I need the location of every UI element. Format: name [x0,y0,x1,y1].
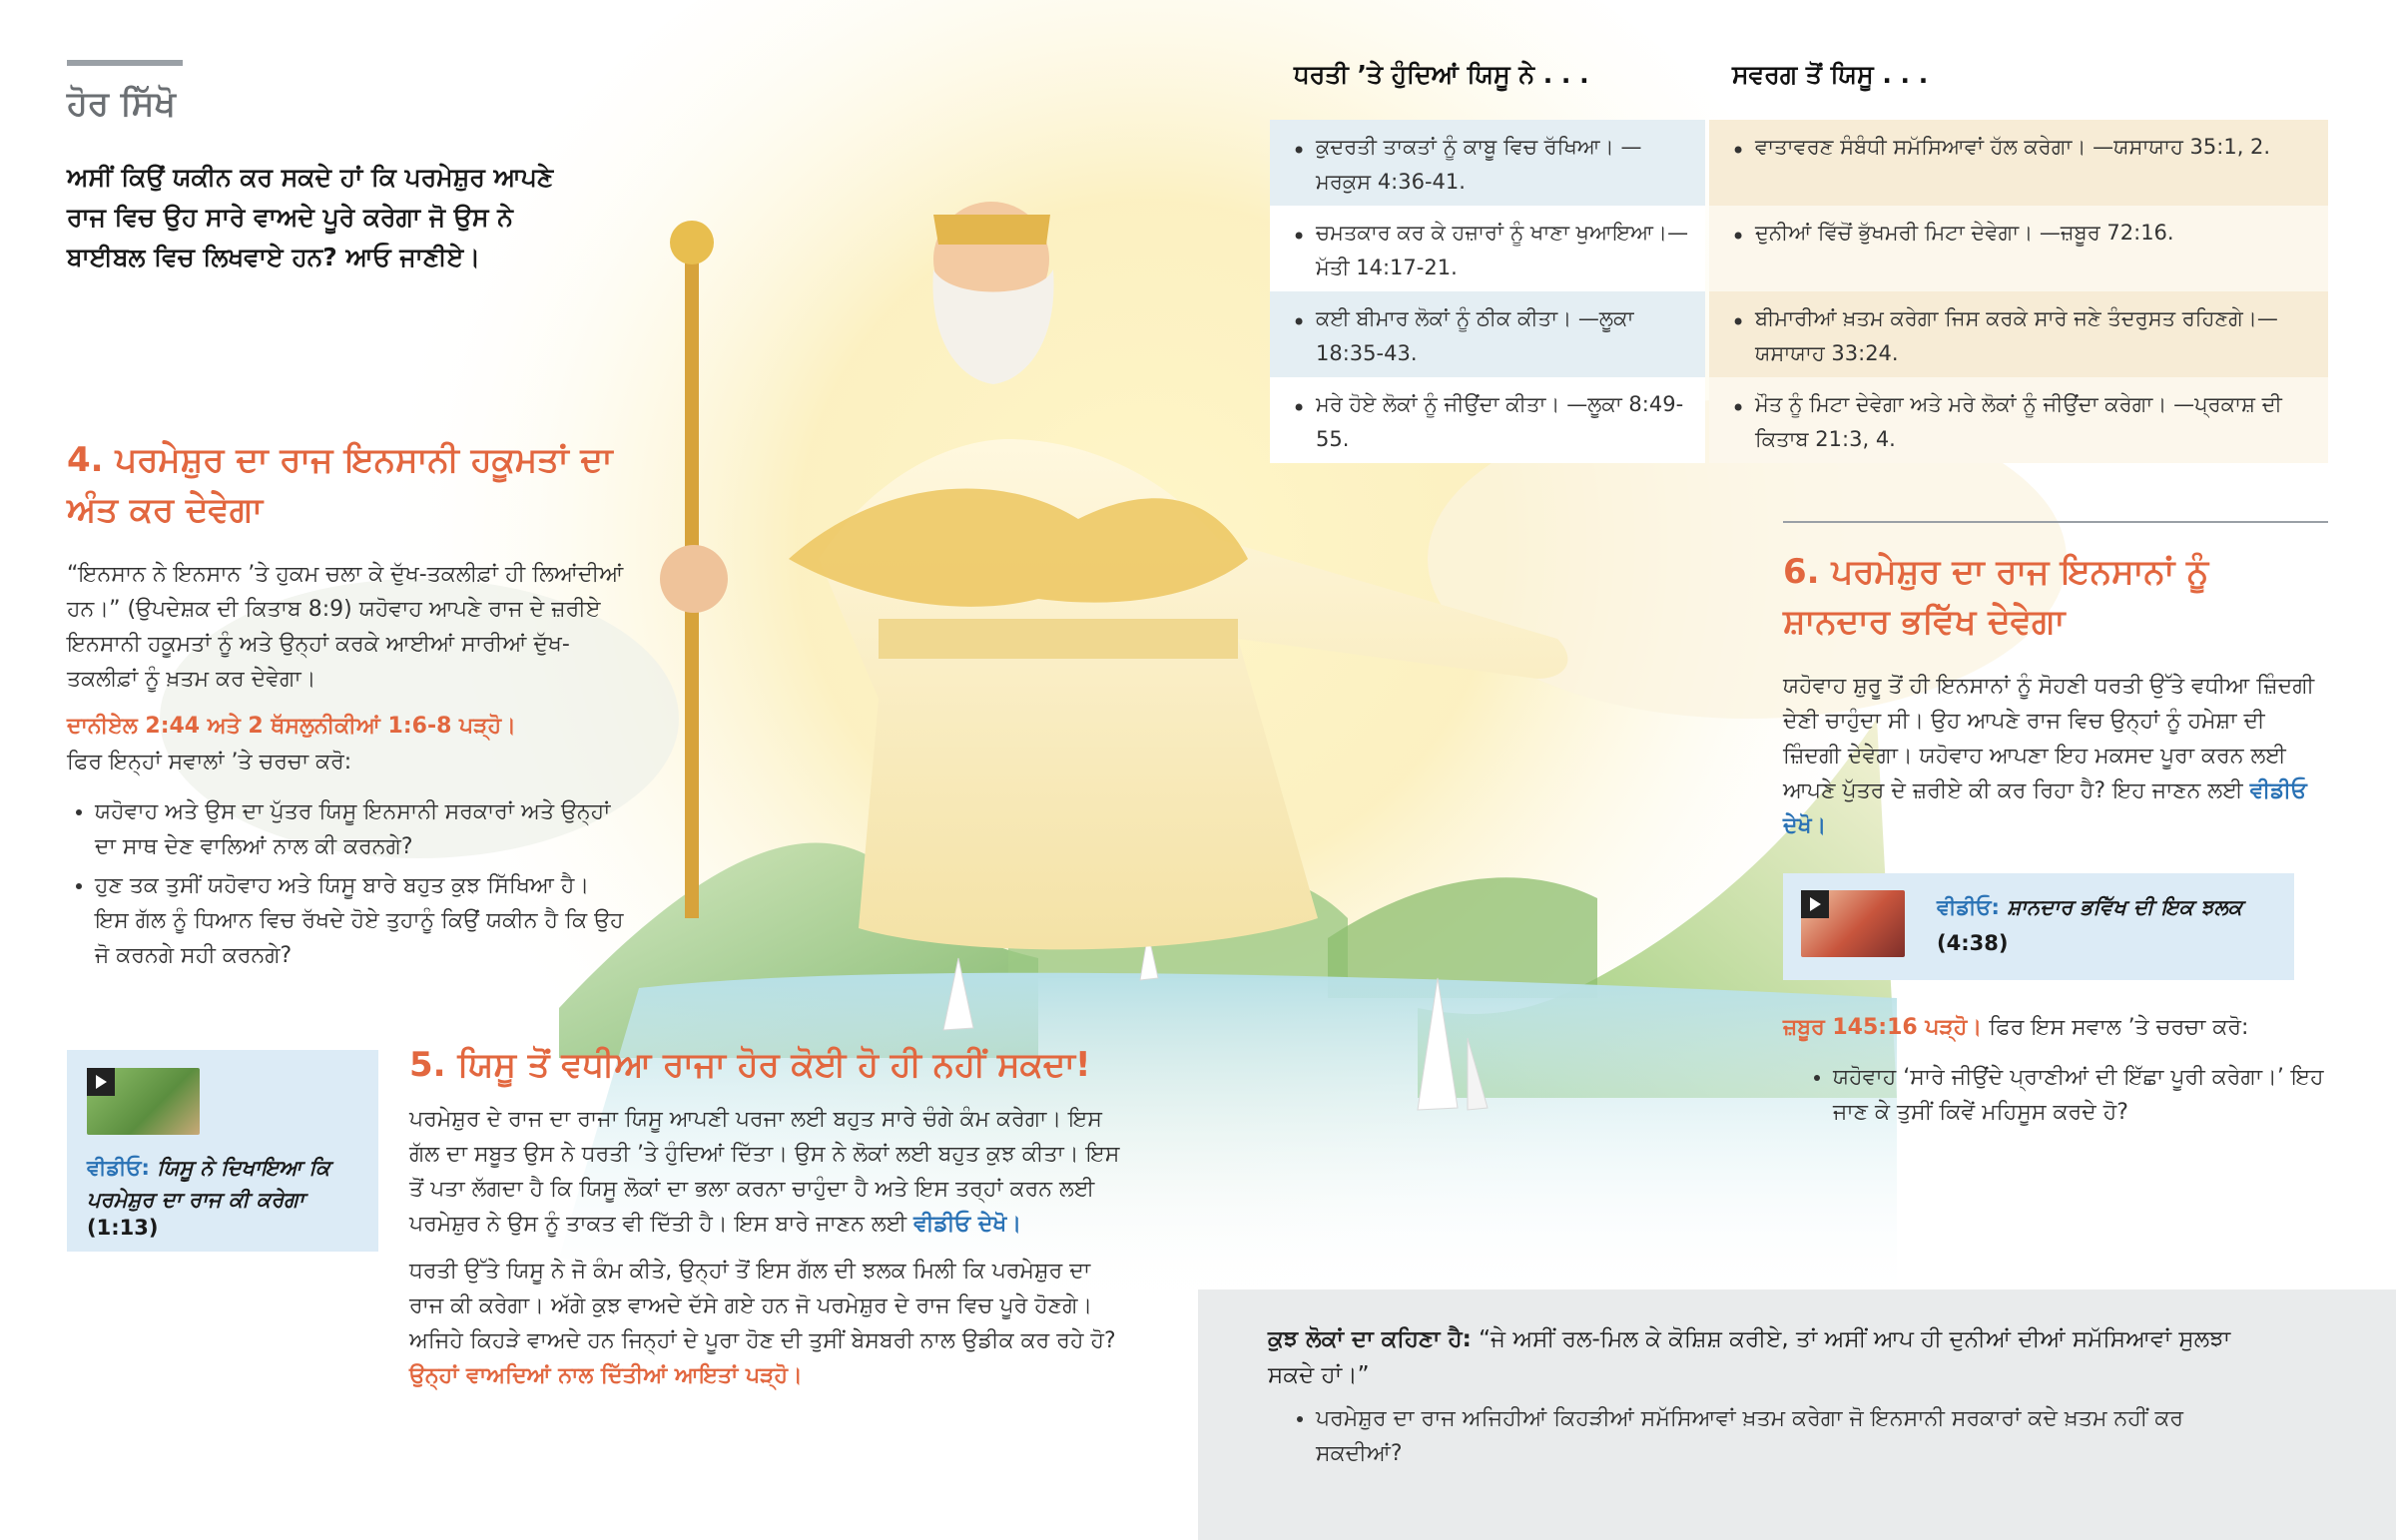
intro-text: ਅਸੀਂ ਕਿਉਂ ਯਕੀਨ ਕਰ ਸਕਦੇ ਹਾਂ ਕਿ ਪਰਮੇਸ਼ੁਰ ਆਪਣੇ ਰਾਜ ਵਿਚ ਉਹ ਸਾਰੇ ਵਾਅਦੇ ਪੂਰੇ ਕਰੇਗਾ ਜੋ ਉਸ ਨੇ ਬਾਈਬਲ ਵਿਚ ਲਿਖਵਾਏ ਹਨ? ਆਓ ਜਾਣੀਏ। [67,163,554,271]
video-card-1[interactable] [67,1050,378,1252]
section-4 [67,435,626,977]
video-duration: (4:38) [1937,931,2009,955]
learn-more-title: ਹੋਰ ਸਿੱਖੋ [67,84,176,124]
section-6-questions [1783,1060,2342,1130]
some-people-say-box [1198,1289,2396,1540]
section-4-discuss: ਫਿਰ ਇਨ੍ਹਾਂ ਸਵਾਲਾਂ ’ਤੇ ਚਰਚਾ ਕਰੋ: [67,750,352,774]
video-kicker: ਵੀਡੀਓ: [1937,895,2000,919]
section-6 [1783,547,2322,843]
watch-video-link[interactable]: ਵੀਡੀਓ ਦੇਖੋ। [913,1212,1022,1237]
section-6-body: ਯਹੋਵਾਹ ਸ਼ੁਰੂ ਤੋਂ ਹੀ ਇਨਸਾਨਾਂ ਨੂੰ ਸੋਹਣੀ ਧਰਤੀ ਉੱਤੇ ਵਧੀਆ ਜ਼ਿੰਦਗੀ ਦੇਣੀ ਚਾਹੁੰਦਾ ਸੀ। ਉਹ ਆਪਣੇ ਰਾਜ ਵਿਚ ਉਨ੍ਹਾਂ ਨੂੰ ਹਮੇਸ਼ਾ ਦੀ ਜ਼ਿੰਦਗੀ ਦੇਵੇਗਾ। ਯਹੋਵਾਹ ਆਪਣਾ ਇਹ ਮਕਸਦ ਪੂਰਾ ਕਰਨ ਲਈ ਆਪਣੇ ਪੁੱਤਰ ਦੇ ਜ਼ਰੀਏ ਕੀ ਕਰ ਰਿਹਾ ਹੈ? ਇਹ ਜਾਣਨ ਲਈ [1783,674,2315,803]
question-item: • ਪਰਮੇਸ਼ੁਰ ਦਾ ਰਾਜ ਅਜਿਹੀਆਂ ਕਿਹੜੀਆਂ ਸਮੱਸਿਆਵਾਂ ਖ਼ਤਮ ਕਰੇਗਾ ਜੋ ਇਨਸਾਨੀ ਸਰਕਾਰਾਂ ਕਦੇ ਖ਼ਤਮ ਨਹੀਂ ਕਰ ਸਕਦੀਆਂ? [1316,1401,2214,1471]
section-4-heading: 4. ਪਰਮੇਸ਼ੁਰ ਦਾ ਰਾਜ ਇਨਸਾਨੀ ਹਕੂਮਤਾਂ ਦਾ ਅੰਤ ਕਰ ਦੇਵੇਗਾ [67,440,613,530]
section-5 [409,1040,1128,1393]
section-4-body: “ਇਨਸਾਨ ਨੇ ਇਨਸਾਨ ’ਤੇ ਹੁਕਮ ਚਲਾ ਕੇ ਦੁੱਖ-ਤਕਲੀਫ਼ਾਂ ਹੀ ਲਿਆਂਦੀਆਂ ਹਨ।” (ਉਪਦੇਸ਼ਕ ਦੀ ਕਿਤਾਬ 8:9) ਯਹੋਵਾਹ ਆਪਣੇ ਰਾਜ ਦੇ ਜ਼ਰੀਏ ਇਨਸਾਨੀ ਹਕੂਮਤਾਂ ਨੂੰ ਅਤੇ ਉਨ੍ਹਾਂ ਕਰਕੇ ਆਈਆਂ ਸਾਰੀਆਂ ਦੁੱਖ-ਤਕਲੀਫ਼ਾਂ ਨੂੰ ਖ਼ਤਮ ਕਰ ਦੇਵੇਗਾ। [67,562,624,692]
play-icon[interactable] [87,1068,115,1096]
play-icon[interactable] [1801,890,1829,918]
question-item: • ਯਹੋਵਾਹ ‘ਸਾਰੇ ਜੀਉਂਦੇ ਪ੍ਰਾਣੀਆਂ ਦੀ ਇੱਛਾ ਪੂਰੀ ਕਰੇਗਾ।’ ਇਹ ਜਾਣ ਕੇ ਤੁਸੀਂ ਕਿਵੇਂ ਮਹਿਸੂਸ ਕਰਦੇ ਹੋ? [1833,1060,2342,1130]
section-5-read-link[interactable]: ਉਨ੍ਹਾਂ ਵਾਅਦਿਆਂ ਨਾਲ ਦਿੱਤੀਆਂ ਆਇਤਾਂ ਪੜ੍ਹੋ। [409,1363,803,1388]
video-title[interactable]: ਯਿਸੂ ਨੇ ਦਿਖਾਇਆ ਕਿ ਪਰਮੇਸ਼ੁਰ ਦਾ ਰਾਜ ਕੀ ਕਰੇਗਾ [87,1156,330,1212]
question-item: • ਯਹੋਵਾਹ ਅਤੇ ਉਸ ਦਾ ਪੁੱਤਰ ਯਿਸੂ ਇਨਸਾਨੀ ਸਰਕਾਰਾਂ ਅਤੇ ਉਨ੍ਹਾਂ ਦਾ ਸਾਥ ਦੇਣ ਵਾਲਿਆਂ ਨਾਲ ਕੀ ਕਰਨਗੇ? [95,794,626,864]
section-6-discuss: ਫਿਰ ਇਸ ਸਵਾਲ ’ਤੇ ਚਰਚਾ ਕਰੋ: [1982,1015,2249,1040]
section-5-paragraph-1: ਪਰਮੇਸ਼ੁਰ ਦੇ ਰਾਜ ਦਾ ਰਾਜਾ ਯਿਸੂ ਆਪਣੀ ਪਰਜਾ ਲਈ ਬਹੁਤ ਸਾਰੇ ਚੰਗੇ ਕੰਮ ਕਰੇਗਾ। ਇਸ ਗੱਲ ਦਾ ਸਬੂਤ ਉਸ ਨੇ ਧਰਤੀ ’ਤੇ ਹੁੰਦਿਆਂ ਦਿੱਤਾ। ਉਸ ਨੇ ਲੋਕਾਂ ਲਈ ਬਹੁਤ ਕੁਝ ਕੀਤਾ। ਇਸ ਤੋਂ ਪਤਾ ਲੱਗਦਾ ਹੈ ਕਿ ਯਿਸੂ ਲੋਕਾਂ ਦਾ ਭਲਾ ਕਰਨਾ ਚਾਹੁੰਦਾ ਹੈ ਅਤੇ ਇਸ ਤਰ੍ਹਾਂ ਕਰਨ ਲਈ ਪਰਮੇਸ਼ੁਰ ਨੇ ਉਸ ਨੂੰ ਤਾਕਤ ਵੀ ਦਿੱਤੀ ਹੈ। ਇਸ ਬਾਰੇ ਜਾਣਨ ਲਈ [409,1107,1120,1237]
section-6-read-link[interactable]: ਜ਼ਬੂਰ 145:16 ਪੜ੍ਹੋ। [1783,1015,1983,1040]
some-say-questions [1268,1401,2214,1475]
table-cell-right: • ਵਾਤਾਵਰਣ ਸੰਬੰਧੀ ਸਮੱਸਿਆਵਾਂ ਹੱਲ ਕਰੇਗਾ। —ਯਸਾਯਾਹ 35:1, 2. [1709,120,2328,206]
table-cell-left: • ਚਮਤਕਾਰ ਕਰ ਕੇ ਹਜ਼ਾਰਾਂ ਨੂੰ ਖਾਣਾ ਖੁਆਇਆ।—ਮੱਤੀ 14:17-21. [1270,206,1705,291]
section-6-discussion [1783,1010,2342,1134]
section-5-paragraph-2: ਧਰਤੀ ਉੱਤੇ ਯਿਸੂ ਨੇ ਜੋ ਕੰਮ ਕੀਤੇ, ਉਨ੍ਹਾਂ ਤੋਂ ਇਸ ਗੱਲ ਦੀ ਝਲਕ ਮਿਲੀ ਕਿ ਪਰਮੇਸ਼ੁਰ ਦਾ ਰਾਜ ਕੀ ਕਰੇਗਾ। ਅੱਗੇ ਕੁਝ ਵਾਅਦੇ ਦੱਸੇ ਗਏ ਹਨ ਜੋ ਪਰਮੇਸ਼ੁਰ ਦੇ ਰਾਜ ਵਿਚ ਪੂਰੇ ਹੋਣਗੇ। ਅਜਿਹੇ ਕਿਹੜੇ ਵਾਅਦੇ ਹਨ ਜਿਨ੍ਹਾਂ ਦੇ ਪੂਰਾ ਹੋਣ ਦੀ ਤੁਸੀਂ ਬੇਸਬਰੀ ਨਾਲ ਉਡੀਕ ਕਰ ਰਹੇ ਹੋ? [409,1259,1116,1353]
table-left-header: ਧਰਤੀ ’ਤੇ ਹੁੰਦਿਆਂ ਯਿਸੂ ਨੇ . . . [1294,60,1589,89]
video-kicker: ਵੀਡੀਓ: [87,1156,150,1180]
section-5-heading: 5. ਯਿਸੂ ਤੋਂ ਵਧੀਆ ਰਾਜਾ ਹੋਰ ਕੋਈ ਹੋ ਹੀ ਨਹੀਂ ਸਕਦਾ! [409,1045,1091,1085]
video-duration: (1:13) [87,1216,159,1240]
section-4-questions [67,794,626,973]
video-title[interactable]: ਸ਼ਾਨਦਾਰ ਭਵਿੱਖ ਦੀ ਇਕ ਝਲਕ [2007,895,2243,919]
table-cell-right: • ਮੌਤ ਨੂੰ ਮਿਟਾ ਦੇਵੇਗਾ ਅਤੇ ਮਰੇ ਲੋਕਾਂ ਨੂੰ ਜੀਉਂਦਾ ਕਰੇਗਾ। —ਪ੍ਰਕਾਸ਼ ਦੀ ਕਿਤਾਬ 21:3, 4. [1709,377,2328,463]
video-card-2[interactable] [1783,873,2294,980]
some-say-label: ਕੁਝ ਲੋਕਾਂ ਦਾ ਕਹਿਣਾ ਹੈ: [1268,1326,1472,1352]
table-cell-right: • ਦੁਨੀਆਂ ਵਿੱਚੋਂ ਭੁੱਖਮਰੀ ਮਿਟਾ ਦੇਵੇਗਾ। —ਜ਼ਬੂਰ 72:16. [1709,206,2328,291]
header-rule [67,60,183,66]
table-cell-left: • ਕਈ ਬੀਮਾਰ ਲੋਕਾਂ ਨੂੰ ਠੀਕ ਕੀਤਾ। —ਲੂਕਾ 18:35-43. [1270,291,1705,377]
divider [1783,521,2328,523]
some-say-quote: “ਜੇ ਅਸੀਂ ਰਲ-ਮਿਲ ਕੇ ਕੋਸ਼ਿਸ਼ ਕਰੀਏ, ਤਾਂ ਅਸੀਂ ਆਪ ਹੀ ਦੁਨੀਆਂ ਦੀਆਂ ਸਮੱਸਿਆਵਾਂ ਸੁਲਝਾ ਸਕਦੇ ਹਾਂ।” [1268,1326,2231,1388]
question-item: • ਹੁਣ ਤਕ ਤੁਸੀਂ ਯਹੋਵਾਹ ਅਤੇ ਯਿਸੂ ਬਾਰੇ ਬਹੁਤ ਕੁਝ ਸਿੱਖਿਆ ਹੈ। ਇਸ ਗੱਲ ਨੂੰ ਧਿਆਨ ਵਿਚ ਰੱਖਦੇ ਹੋਏ ਤੁਹਾਨੂੰ ਕਿਉਂ ਯਕੀਨ ਹੈ ਕਿ ਉਹ ਜੋ ਕਰਨਗੇ ਸਹੀ ਕਰਨਗੇ? [95,868,626,973]
table-cell-left: • ਕੁਦਰਤੀ ਤਾਕਤਾਂ ਨੂੰ ਕਾਬੂ ਵਿਚ ਰੱਖਿਆ। —ਮਰਕੁਸ 4:36-41. [1270,120,1705,206]
table-cell-left: • ਮਰੇ ਹੋਏ ਲੋਕਾਂ ਨੂੰ ਜੀਉਂਦਾ ਕੀਤਾ। —ਲੂਕਾ 8:49-55. [1270,377,1705,463]
watch-video-link[interactable]: ਵੀਡੀਓ ਦੇਖੋ। [1783,778,2307,838]
table-cell-right: • ਬੀਮਾਰੀਆਂ ਖ਼ਤਮ ਕਰੇਗਾ ਜਿਸ ਕਰਕੇ ਸਾਰੇ ਜਣੇ ਤੰਦਰੁਸਤ ਰਹਿਣਗੇ।—ਯਸਾਯਾਹ 33:24. [1709,291,2328,377]
section-6-heading: 6. ਪਰਮੇਸ਼ੁਰ ਦਾ ਰਾਜ ਇਨਸਾਨਾਂ ਨੂੰ ਸ਼ਾਨਦਾਰ ਭਵਿੱਖ ਦੇਵੇਗਾ [1783,552,2209,642]
table-right-header: ਸਵਰਗ ਤੋਂ ਯਿਸੂ . . . [1732,60,1929,89]
section-4-read-link[interactable]: ਦਾਨੀਏਲ 2:44 ਅਤੇ 2 ਥੱਸਲੁਨੀਕੀਆਂ 1:6-8 ਪੜ੍ਹੋ। [67,714,516,739]
